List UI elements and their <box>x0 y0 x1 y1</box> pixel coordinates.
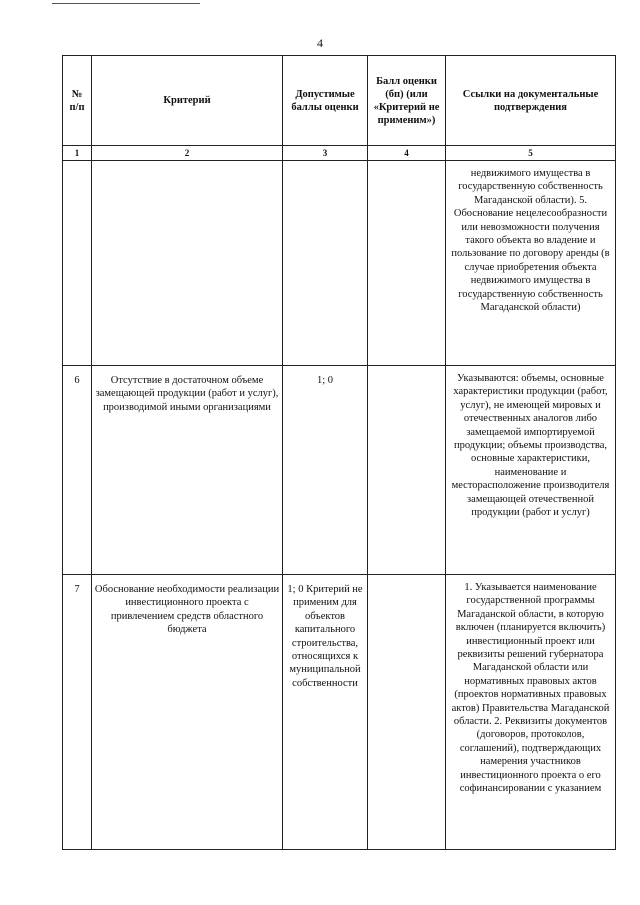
column-number-row <box>63 146 616 161</box>
column-number: 5 <box>446 146 616 161</box>
column-number: 3 <box>283 146 368 161</box>
row-criterion <box>92 161 283 366</box>
column-number: 1 <box>63 146 92 161</box>
row-criterion: Отсутствие в достаточном объеме замещающей продукции (работ и услуг), производимой иными организациями <box>92 366 283 575</box>
table-header-row <box>63 56 616 146</box>
header-references: Ссылки на документальные подтверждения <box>446 56 616 146</box>
table-row <box>63 575 616 850</box>
table-row <box>63 366 616 575</box>
row-references: 1. Указывается наименование государственной программы Магаданской области, в которую включен (планируется включить) инвестиционный проект или реквизиты решений губернатора Магаданской области или нормативных правовых актов (проектов нормативных правовых актов) Правительства Магаданской области. 2. Реквизиты документов (договоров, протоколов, соглашений), подтверждающих намерения участников инвестиционного проекта о его софинансировании с указанием <box>446 575 616 850</box>
column-number: 2 <box>92 146 283 161</box>
table-row <box>63 161 616 366</box>
row-score-value <box>368 161 446 366</box>
row-number <box>63 161 92 366</box>
row-allowed-scores: 1; 0 Критерий не применим для объектов капитального строительства, относящихся к муниципальной собственности <box>283 575 368 850</box>
criteria-table <box>62 55 616 850</box>
header-number: № п/п <box>63 56 92 146</box>
row-number: 7 <box>63 575 92 850</box>
header-score-value: Балл оценки (бп) (или «Критерий не применим») <box>368 56 446 146</box>
row-references: Указываются: объемы, основные характеристики продукции (работ, услуг), не имеющей мировых и отечественных аналогов либо замещаемой импортируемой продукции; объемы производства, основные характеристики, наименование и месторасположение производителя замещающей отечественной продукции (работ и услуг) <box>446 366 616 575</box>
header-criterion: Критерий <box>92 56 283 146</box>
row-criterion: Обоснование необходимости реализации инвестиционного проекта с привлечением средств областного бюджета <box>92 575 283 850</box>
top-rule <box>52 3 200 4</box>
row-score-value <box>368 366 446 575</box>
row-number: 6 <box>63 366 92 575</box>
row-score-value <box>368 575 446 850</box>
page-number: 4 <box>317 36 323 50</box>
row-allowed-scores: 1; 0 <box>283 366 368 575</box>
column-number: 4 <box>368 146 446 161</box>
row-allowed-scores <box>283 161 368 366</box>
header-allowed-scores: Допустимые баллы оценки <box>283 56 368 146</box>
row-references: недвижимого имущества в государственную собственность Магаданской области). 5. Обоснование нецелесообразности или невозможности получения такого объекта во владение и пользование по договору аренды (в случае приобретения объекта недвижимого имущества в государственную собственность Магаданской области) <box>446 161 616 366</box>
